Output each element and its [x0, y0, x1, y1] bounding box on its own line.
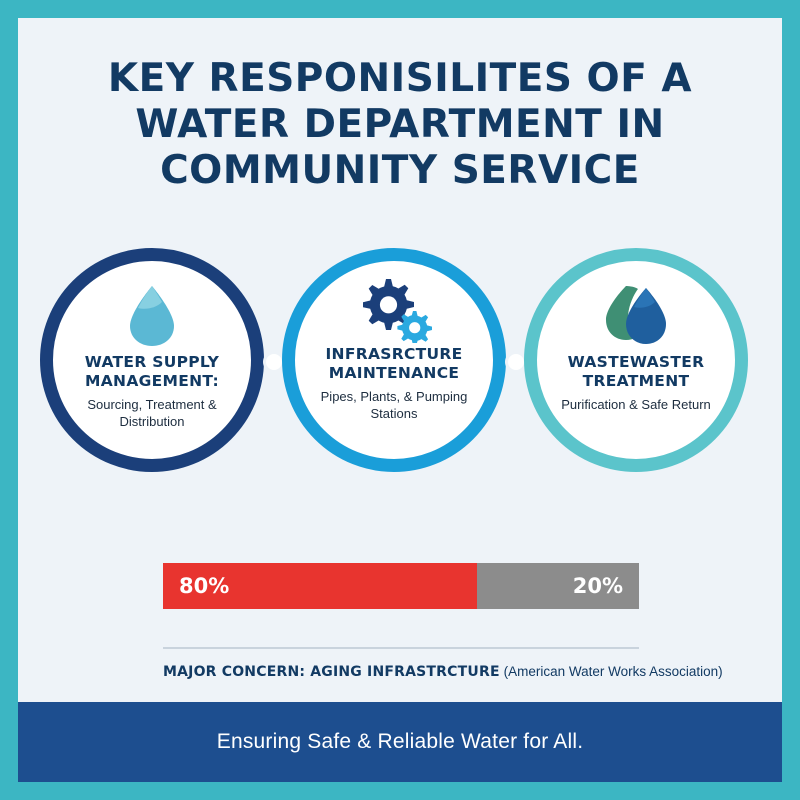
- pillar-subtitle: Purification & Safe Return: [561, 397, 711, 412]
- title-line-2: WATER DEPARTMENT IN: [135, 102, 665, 147]
- poster-panel: [18, 18, 782, 782]
- pillar-infrastructure: [282, 248, 506, 472]
- stat-caption-strong: MAJOR CONCERN: AGING INFRASTRCTURE: [163, 664, 500, 680]
- pillars-row: [18, 240, 782, 490]
- statistic-block: [163, 563, 723, 680]
- title-line-1: KEY RESPONISILITES OF A: [107, 56, 693, 101]
- pillar-heading: INFRASRCTURE MAINTENANCE: [325, 345, 463, 382]
- gears-icon: [356, 277, 432, 343]
- footer-banner: [18, 702, 782, 782]
- pillar-subtitle: Sourcing, Treatment & Distribution: [87, 397, 217, 429]
- stat-bar: [163, 563, 639, 609]
- pillar-heading: WASTEWASTER TREATMENT: [567, 353, 705, 390]
- stat-caption-source: (American Water Works Association): [503, 664, 723, 679]
- pillar-water-supply: [40, 248, 264, 472]
- two-droplets-icon: [600, 283, 672, 349]
- footer-text: Ensuring Safe & Reliable Water for All.: [216, 730, 584, 753]
- divider: [163, 647, 639, 649]
- pillar-subtitle: Pipes, Plants, & Pumping Stations: [320, 389, 468, 421]
- water-drop-icon: [126, 283, 178, 349]
- pillar-heading: WATER SUPPLY MANAGEMENT:: [84, 353, 220, 390]
- stat-segment-minor: 20%: [477, 563, 639, 609]
- pillar-wastewater: [524, 248, 748, 472]
- stat-caption: [163, 663, 723, 680]
- page-title: [18, 56, 782, 194]
- title-line-3: COMMUNITY SERVICE: [160, 148, 640, 193]
- stat-segment-major: 80%: [163, 563, 477, 609]
